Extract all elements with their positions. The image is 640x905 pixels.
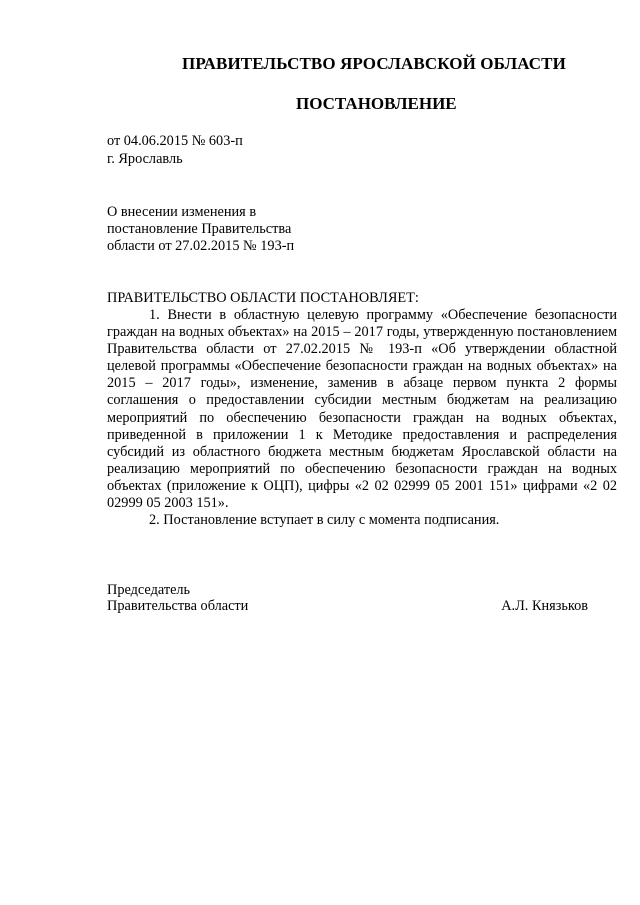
signatory-position-line-2: Правительства области — [107, 598, 249, 614]
subject-line-3: области от 27.02.2015 № 193-п — [107, 238, 295, 254]
paragraph-2: 2. Постановление вступает в силу с момента подписания. — [149, 512, 500, 529]
signatory-name: А.Л. Князьков — [501, 598, 588, 614]
resolution-body — [107, 307, 617, 529]
date-number: от 04.06.2015 № 603-п — [107, 133, 243, 149]
preamble: ПРАВИТЕЛЬСТВО ОБЛАСТИ ПОСТАНОВЛЯЕТ: — [107, 290, 419, 306]
government-title: ПРАВИТЕЛЬСТВО ЯРОСЛАВСКОЙ ОБЛАСТИ — [182, 54, 566, 73]
subject-line-2: постановление Правительства — [107, 221, 292, 237]
city: г. Ярославль — [107, 151, 183, 167]
subject-line-1: О внесении изменения в — [107, 204, 257, 220]
signatory-position-line-1: Председатель — [107, 582, 191, 598]
document-type-title: ПОСТАНОВЛЕНИЕ — [296, 94, 457, 113]
paragraph-1: 1. Внести в областную целевую программу «Обеспечение безопасности граждан на водных объектах» на 2015 – 2017 годы, утвержденную постановлением Правительства области от 27.02.2015 № 193-п «Об утверждении областной целевой программы «Обеспечение безопасности граждан на водных объектах» на 2015 – 2017 годы», изменение, заменив в абзаце первом пункта 2 формы соглашения о предоставлении субсидии местным бюджетам на реализацию мероприятий по обеспечению безопасности граждан на водных объектах, приведенной в приложении 1 к Методике предоставления и распределения субсидий из областного бюджета местным бюджетам Ярославской области на реализацию мероприятий по обеспечению безопасности граждан на водных объектах (приложение к ОЦП), цифры «2 02 02999 05 2001 151» цифрами «2 02 02999 05 2003 151». — [107, 307, 617, 512]
